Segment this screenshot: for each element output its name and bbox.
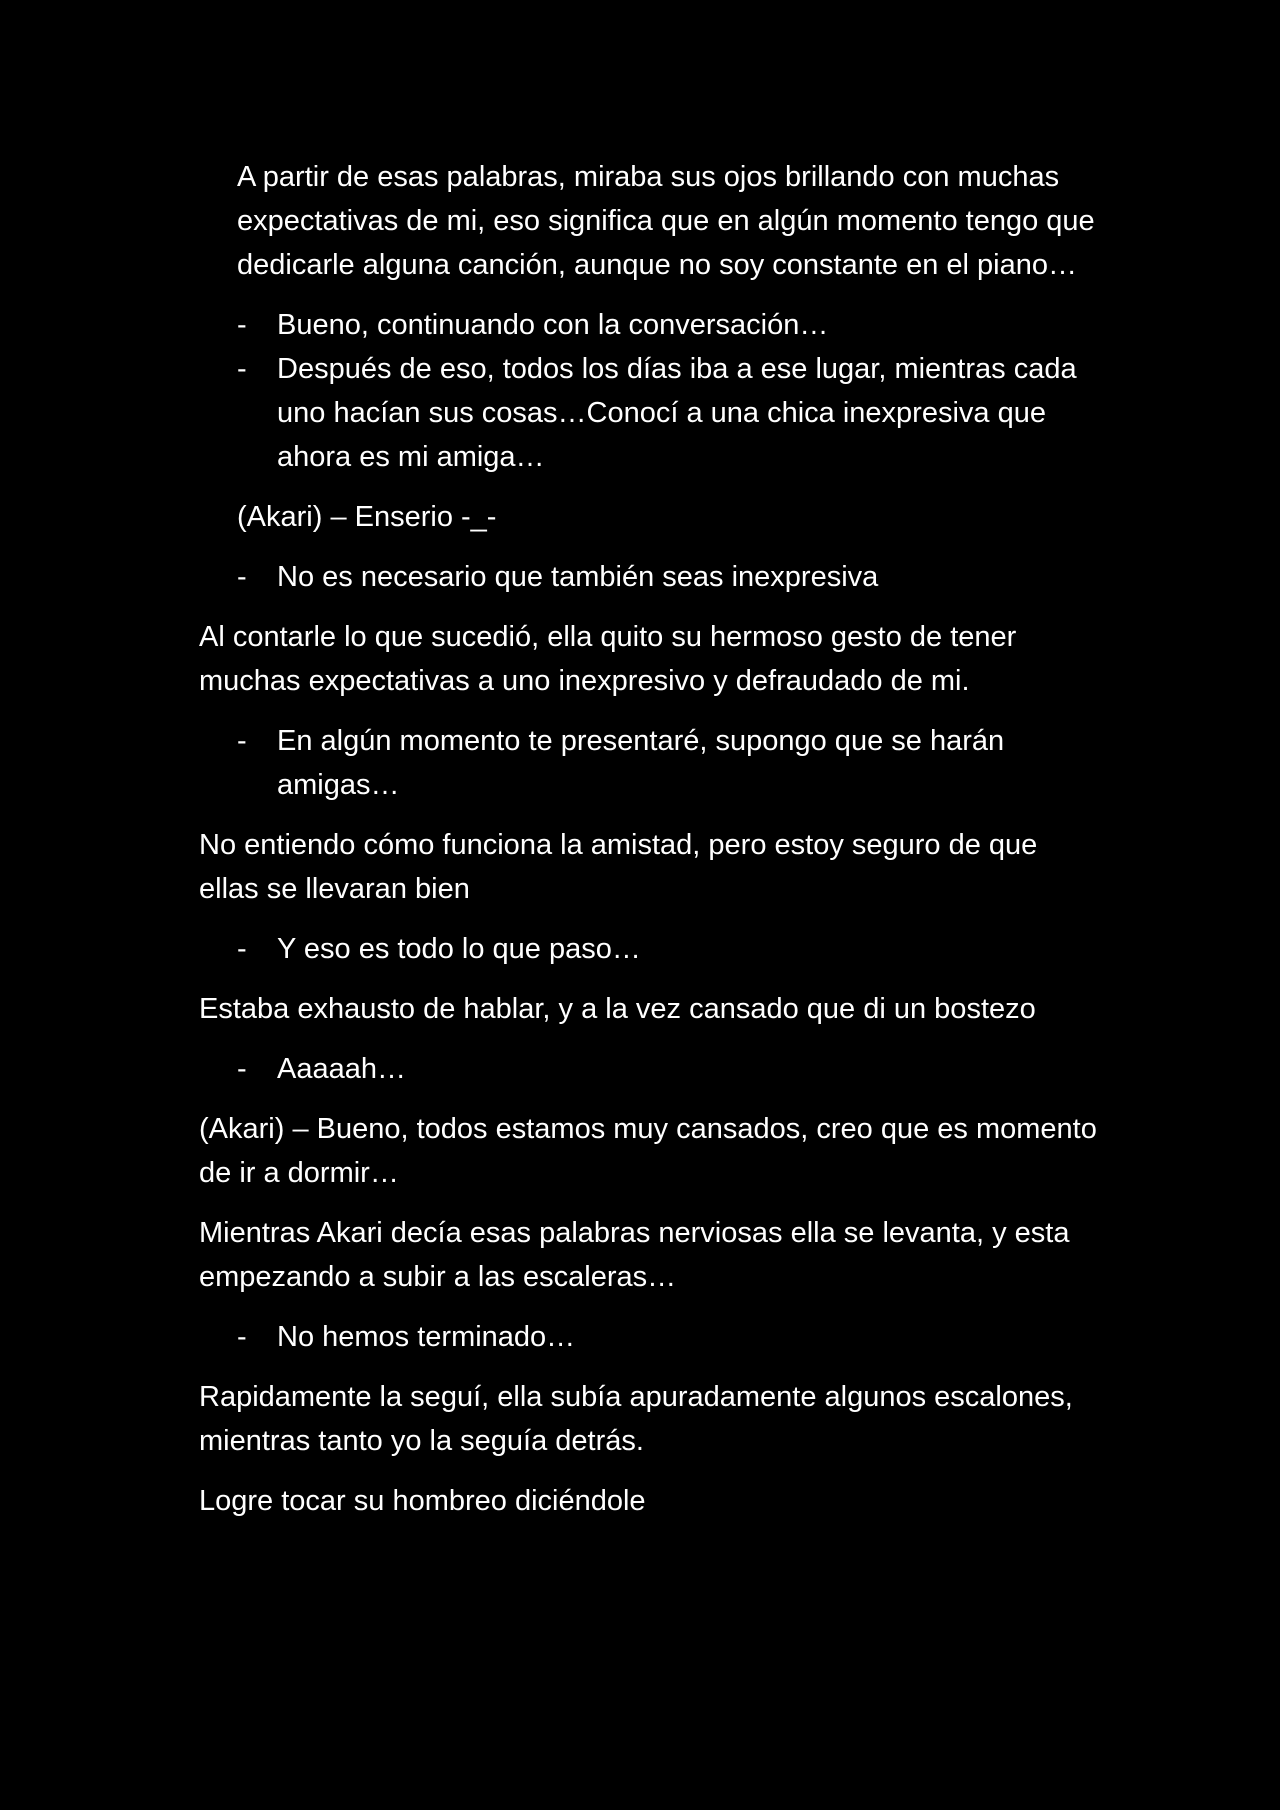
list-item-text: Y eso es todo lo que paso… [277,933,641,965]
dash-marker: - [237,561,247,593]
paragraph: A partir de esas palabras, miraba sus ojos brillando con muchas expectativas de mi, eso significa que en algún momento tengo que dedicarle alguna canción, aunque no soy constante en el piano… [237,161,1095,281]
list-item [199,1047,1099,1091]
dialogue-list [199,1047,1099,1091]
paragraph: Estaba exhausto de hablar, y a la vez cansado que di un bostezo [199,993,1036,1025]
paragraph: Mientras Akari decía esas palabras nerviosas ella se levanta, y esta empezando a subir a las escaleras… [199,1217,1070,1293]
paragraph: No entiendo cómo funciona la amistad, pero estoy seguro de que ellas se llevaran bien [199,829,1038,905]
list-item-text: Después de eso, todos los días iba a ese lugar, mientras cada uno hacían sus cosas…Conocí a una chica inexpresiva que ahora es mi amiga… [277,353,1077,473]
paragraph: (Akari) – Enserio -_- [237,501,497,533]
list-item-text: No hemos terminado… [277,1321,576,1353]
list-item [199,1315,1099,1359]
dash-marker: - [237,353,247,385]
list-item [199,719,1099,807]
list-item-text: No es necesario que también seas inexpresiva [277,561,879,593]
dash-marker: - [237,1321,247,1353]
paragraph: Al contarle lo que sucedió, ella quito su hermoso gesto de tener muchas expectativas a uno inexpresivo y defraudado de mi. [199,621,1017,697]
dialogue-list [199,719,1099,807]
list-item [199,555,1099,599]
list-item-text: Aaaaah… [277,1053,406,1085]
document-body [199,155,1099,1539]
dash-marker: - [237,1053,247,1085]
dash-marker: - [237,933,247,965]
dialogue-list [199,927,1099,971]
dialogue-list [199,303,1099,479]
dialogue-list [199,1315,1099,1359]
list-item-text: En algún momento te presentaré, supongo que se harán amigas… [277,725,1005,801]
list-item-text: Bueno, continuando con la conversación… [277,309,829,341]
list-item [199,927,1099,971]
dialogue-list [199,555,1099,599]
paragraph: (Akari) – Bueno, todos estamos muy cansados, creo que es momento de ir a dormir… [199,1113,1097,1189]
list-item [199,303,1099,347]
list-item [199,347,1099,479]
dash-marker: - [237,725,247,757]
paragraph: Logre tocar su hombreo diciéndole [199,1485,646,1517]
dash-marker: - [237,309,247,341]
paragraph: Rapidamente la seguí, ella subía apuradamente algunos escalones, mientras tanto yo la seguía detrás. [199,1381,1073,1457]
